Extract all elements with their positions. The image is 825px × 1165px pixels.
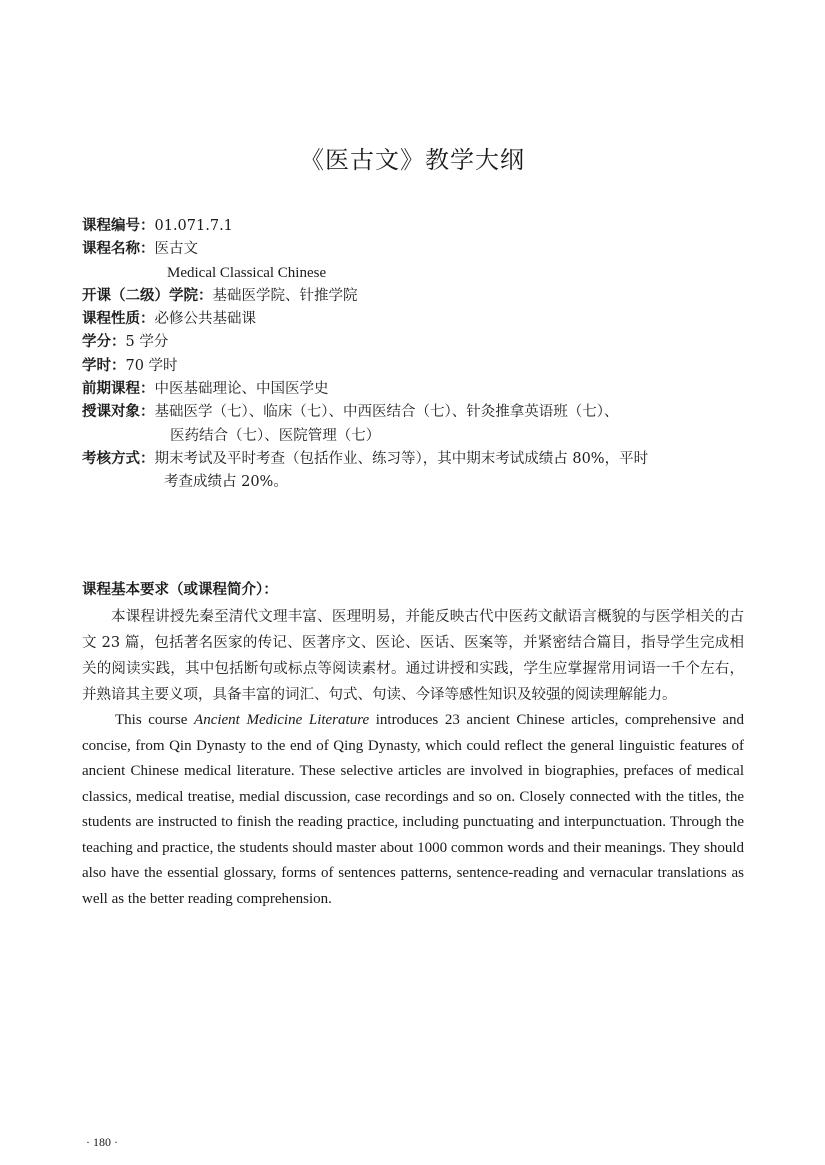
course-info <box>82 215 752 495</box>
field-assessment-cont <box>82 471 752 494</box>
field-label: 课程编号： <box>82 218 155 234</box>
field-prerequisites <box>82 378 752 401</box>
field-value: 基础医学院、针推学院 <box>212 287 358 304</box>
page-number: · 180 · <box>86 1135 118 1149</box>
field-value: 70 学时 <box>125 357 178 374</box>
field-value: 期末考试及平时考查（包括作业、练习等），其中期末考试成绩占 80%，平时 <box>154 450 649 467</box>
field-course-nature <box>82 308 752 331</box>
field-label: 前期课程： <box>82 381 155 398</box>
field-value: 必修公共基础课 <box>154 311 256 328</box>
field-label: 课程名称： <box>82 241 155 258</box>
field-course-code <box>82 215 752 238</box>
summary-paragraph-en <box>82 708 744 912</box>
field-label: 考核方式： <box>82 450 155 467</box>
field-label: 开课（二级）学院： <box>82 287 213 304</box>
summary-paragraph-cn: 本课程讲授先秦至清代文理丰富、医理明易，并能反映古代中医药文献语言概貌的与医学相关的古文 23 篇，包括著名医家的传记、医著序文、医论、医话、医案等，并紧密结合篇目，指导学生完成相关的阅读实践，其中包括断句或标点等阅读素材。通过讲授和实践，学生应掌握常用词语一千个左右，并熟谙其主要义项，具备丰富的词汇、句式、句读、今译等感性知识及较强的阅读理解能力。 <box>82 609 744 703</box>
field-value: 基础医学（七）、临床（七）、中西医结合（七）、针灸推拿英语班（七）、 <box>154 404 619 421</box>
field-value: 5 学分 <box>125 334 169 351</box>
summary-en-rest: introduces 23 ancient Chinese articles, comprehensive and concise, from Qin Dynasty to the end of Qing Dynasty, which could reflect the general linguistic features of ancient Chinese medical literature. These selective articles are involved in biographies, prefaces of medical classics, medical treatise, medial discussion, case recordings and so on. Closely connected with the titles, the students are instructed to finish the reading practice, including punctuating and interpunctuation. Through the teaching and practice, the students should master about 1000 common words and their meanings. They should also have the essential glossary, forms of sentences patterns, sentence-reading and vernacular translations as well as the better reading comprehension. <box>82 712 744 907</box>
course-summary <box>82 578 744 912</box>
field-audience-cont <box>82 425 752 448</box>
document-title: 《医古文》教学大纲 <box>300 146 525 174</box>
field-course-name <box>82 238 752 261</box>
course-title-italic: Ancient Medicine Literature <box>194 712 370 728</box>
field-label: 学时： <box>82 357 126 374</box>
field-value: 医古文 <box>154 241 198 258</box>
summary-en-start: This course <box>115 712 195 728</box>
field-value: 医药结合（七）、医院管理（七） <box>170 427 381 444</box>
field-label: 课程性质： <box>82 311 155 328</box>
field-audience <box>82 401 752 424</box>
field-college <box>82 285 752 308</box>
field-value-en: Medical Classical Chinese <box>167 264 327 281</box>
field-label: 学分： <box>82 334 126 351</box>
field-value: 01.071.7.1 <box>154 218 233 234</box>
field-value: 考查成绩占 20%。 <box>164 474 288 491</box>
field-label: 授课对象： <box>82 404 155 421</box>
field-credits <box>82 331 752 354</box>
field-value: 中医基础理论、中国医学史 <box>154 381 329 398</box>
section-heading: 课程基本要求（或课程简介）： <box>82 582 278 598</box>
field-course-name-en <box>82 262 752 285</box>
field-hours <box>82 355 752 378</box>
field-assessment <box>82 448 752 471</box>
